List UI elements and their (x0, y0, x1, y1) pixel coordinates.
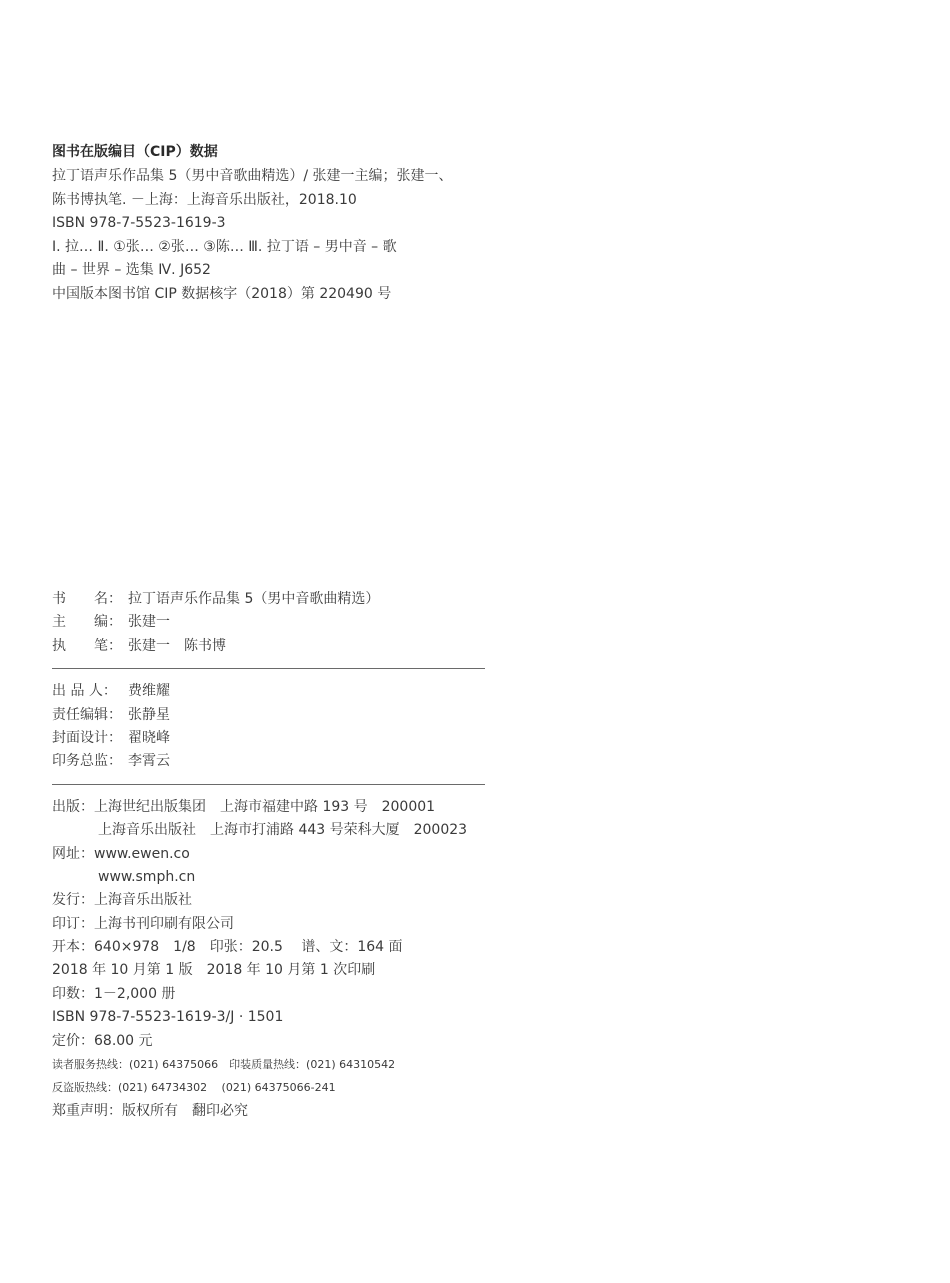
producer-row (52, 680, 492, 703)
responsible-editor-row (52, 704, 492, 727)
cover-design-label: 封面设计： (52, 729, 122, 746)
chief-editor-row (52, 611, 492, 634)
print-run-row: 印数：1－2,000 册 (52, 985, 176, 1002)
website-row (52, 843, 492, 866)
divider-line (52, 784, 485, 785)
print-director-label: 印务总监： (52, 753, 122, 770)
producer-value: 费维耀 (128, 683, 170, 700)
writer-value: 张建一 陈书博 (128, 637, 226, 654)
book-title-label: 书 名： (52, 591, 122, 607)
format-row: 开本：640×978 1/8 印张：20.5 谱、文：164 面 (52, 939, 403, 956)
cip-line: 中国版本图书馆 CIP 数据核字（2018）第 220490 号 (52, 285, 392, 302)
cover-design-row (52, 727, 492, 750)
responsible-editor-label: 责任编辑： (52, 706, 122, 723)
chief-editor-label: 主 编： (52, 614, 122, 631)
cip-line: ISBN 978-7-5523-1619-3 (52, 215, 226, 232)
distribution-row: 发行：上海音乐出版社 (52, 892, 192, 909)
responsible-editor-value: 张静星 (128, 706, 170, 723)
producer-label: 出 品 人： (52, 683, 117, 700)
cip-line: 陈书博执笔. －上海：上海音乐出版社，2018.10 (52, 191, 357, 208)
cip-line: Ⅰ. 拉… Ⅱ. ①张… ②张… ③陈… Ⅲ. 拉丁语 – 男中音 – 歌 (52, 238, 397, 255)
cip-line: 拉丁语声乐作品集 5（男中音歌曲精选）/ 张建一主编；张建一、 (52, 168, 453, 184)
book-title-value: 拉丁语声乐作品集 5（男中音歌曲精选） (128, 591, 380, 607)
edition-row: 2018 年 10 月第 1 版 2018 年 10 月第 1 次印刷 (52, 962, 376, 979)
hotline-piracy-row: 反盗版热线：(021) 64734302 (021) 64375066-241 (52, 1081, 336, 1095)
cip-heading: 图书在版编目（CIP）数据 (52, 144, 218, 160)
hotline-reader-row: 读者服务热线：(021) 64375066 印装质量热线：(021) 64310542 (52, 1058, 396, 1072)
isbn-row: ISBN 978-7-5523-1619-3/J · 1501 (52, 1009, 284, 1026)
print-director-row (52, 750, 492, 773)
colophon-block (52, 588, 492, 1123)
publisher-line-1: 上海世纪出版集团 上海市福建中路 193 号 200001 (94, 798, 436, 815)
website-1: www.ewen.co (94, 845, 190, 862)
publisher-line-2: 上海音乐出版社 上海市打浦路 443 号荣科大厦 200023 (98, 822, 468, 839)
print-director-value: 李霄云 (128, 753, 170, 770)
cover-design-value: 翟晓峰 (128, 729, 170, 746)
writer-label: 执 笔： (52, 637, 122, 654)
publisher-label: 出版： (52, 798, 94, 815)
chief-editor-value: 张建一 (128, 614, 170, 631)
website-label: 网址： (52, 845, 94, 862)
publisher-row (52, 796, 492, 819)
printing-row: 印订：上海书刊印刷有限公司 (52, 915, 234, 932)
website-2: www.smph.cn (98, 868, 196, 885)
rights-notice-row: 郑重声明：版权所有 翻印必究 (52, 1102, 248, 1119)
book-title-row (52, 588, 492, 611)
cip-data-block (52, 141, 492, 307)
price-row: 定价：68.00 元 (52, 1032, 153, 1049)
cip-line: 曲 – 世界 – 选集 Ⅳ. J652 (52, 262, 211, 279)
divider-line (52, 668, 485, 669)
writer-row (52, 635, 492, 658)
